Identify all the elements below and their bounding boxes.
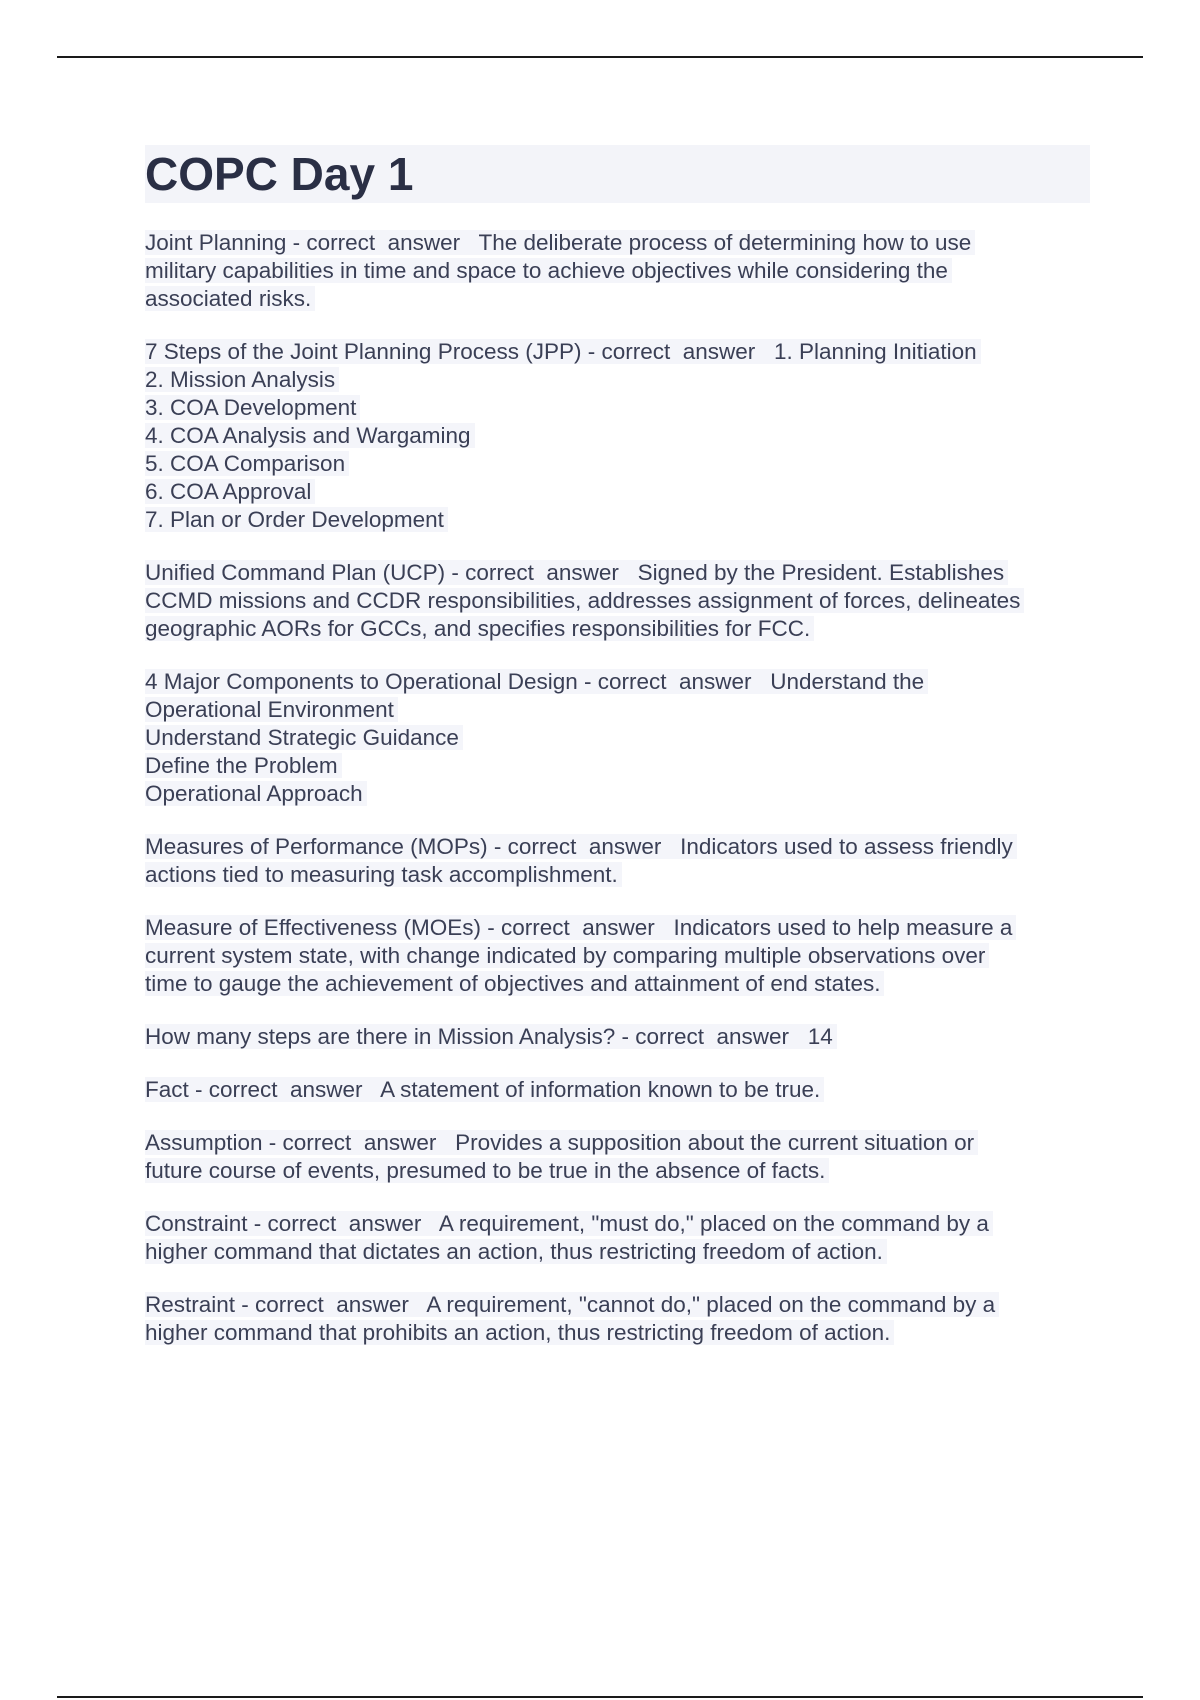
flashcard-text: Operational Approach <box>145 781 367 806</box>
flashcard-line <box>145 780 1090 808</box>
flashcard-text: Define the Problem <box>145 753 342 778</box>
document-body <box>145 145 1090 1372</box>
flashcard-line <box>145 696 1090 724</box>
flashcard-text: CCMD missions and CCDR responsibilities, addresses assignment of forces, delineates <box>145 588 1024 613</box>
page-title: COPC Day 1 <box>145 148 414 200</box>
flashcard-text: 2. Mission Analysis <box>145 367 339 392</box>
flashcard-text: How many steps are there in Mission Analysis? - correct answer 14 <box>145 1024 837 1049</box>
flashcard-line <box>145 1157 1090 1185</box>
flashcard <box>145 1291 1090 1347</box>
flashcard-text: Joint Planning - correct answer The deliberate process of determining how to use <box>145 230 975 255</box>
flashcard-text: 4. COA Analysis and Wargaming <box>145 423 475 448</box>
flashcard-line <box>145 615 1090 643</box>
flashcard-line <box>145 1210 1090 1238</box>
bottom-rule <box>57 1696 1143 1698</box>
flashcard <box>145 1076 1090 1104</box>
flashcard-line <box>145 861 1090 889</box>
flashcard-line <box>145 668 1090 696</box>
flashcard-line <box>145 1076 1090 1104</box>
top-rule <box>57 56 1143 58</box>
flashcard-line <box>145 257 1090 285</box>
flashcard <box>145 338 1090 534</box>
flashcard-text: Assumption - correct answer Provides a supposition about the current situation or <box>145 1130 978 1155</box>
flashcard-line <box>145 1023 1090 1051</box>
flashcard-line <box>145 478 1090 506</box>
flashcard-line <box>145 285 1090 313</box>
flashcard-line <box>145 724 1090 752</box>
flashcard-line <box>145 506 1090 534</box>
flashcard-text: military capabilities in time and space to achieve objectives while considering the <box>145 258 952 283</box>
flashcard-text: 4 Major Components to Operational Design - correct answer Understand the <box>145 669 928 694</box>
flashcard <box>145 668 1090 808</box>
flashcard-text: geographic AORs for GCCs, and specifies responsibilities for FCC. <box>145 616 814 641</box>
flashcard-line <box>145 1129 1090 1157</box>
flashcard-text: Restraint - correct answer A requirement, "cannot do," placed on the command by a <box>145 1292 999 1317</box>
flashcard <box>145 1023 1090 1051</box>
flashcard-line <box>145 559 1090 587</box>
flashcard-text: Understand Strategic Guidance <box>145 725 463 750</box>
flashcard-line <box>145 1291 1090 1319</box>
flashcard-text: actions tied to measuring task accomplishment. <box>145 862 622 887</box>
flashcard-line <box>145 229 1090 257</box>
flashcard <box>145 1129 1090 1185</box>
flashcard-text: higher command that prohibits an action, thus restricting freedom of action. <box>145 1320 894 1345</box>
flashcard-text: future course of events, presumed to be true in the absence of facts. <box>145 1158 829 1183</box>
flashcard <box>145 229 1090 313</box>
flashcard-line <box>145 394 1090 422</box>
flashcard-text: Operational Environment <box>145 697 398 722</box>
flashcard-text: Measures of Performance (MOPs) - correct answer Indicators used to assess friendly <box>145 834 1017 859</box>
flashcard-text: Constraint - correct answer A requirement, "must do," placed on the command by a <box>145 1211 993 1236</box>
flashcard <box>145 1210 1090 1266</box>
flashcard-line <box>145 914 1090 942</box>
flashcard-line <box>145 338 1090 366</box>
flashcard-text: higher command that dictates an action, thus restricting freedom of action. <box>145 1239 887 1264</box>
flashcard-line <box>145 366 1090 394</box>
flashcard-line <box>145 422 1090 450</box>
flashcard-list <box>145 229 1090 1347</box>
flashcard-line <box>145 752 1090 780</box>
flashcard-line <box>145 450 1090 478</box>
flashcard-text: Unified Command Plan (UCP) - correct answer Signed by the President. Establishes <box>145 560 1008 585</box>
flashcard <box>145 559 1090 643</box>
flashcard-line <box>145 587 1090 615</box>
flashcard-text: 7. Plan or Order Development <box>145 507 448 532</box>
flashcard-line <box>145 1238 1090 1266</box>
flashcard-text: associated risks. <box>145 286 315 311</box>
flashcard-line <box>145 970 1090 998</box>
flashcard-text: Measure of Effectiveness (MOEs) - correct answer Indicators used to help measure a <box>145 915 1016 940</box>
flashcard <box>145 914 1090 998</box>
flashcard-line <box>145 1319 1090 1347</box>
flashcard-text: 3. COA Development <box>145 395 360 420</box>
flashcard-line <box>145 833 1090 861</box>
flashcard-text: time to gauge the achievement of objectives and attainment of end states. <box>145 971 884 996</box>
flashcard-line <box>145 942 1090 970</box>
title-bar <box>145 145 1090 203</box>
flashcard-text: current system state, with change indicated by comparing multiple observations over <box>145 943 989 968</box>
flashcard-text: Fact - correct answer A statement of information known to be true. <box>145 1077 824 1102</box>
flashcard-text: 7 Steps of the Joint Planning Process (JPP) - correct answer 1. Planning Initiation <box>145 339 981 364</box>
flashcard-text: 6. COA Approval <box>145 479 315 504</box>
flashcard-text: 5. COA Comparison <box>145 451 349 476</box>
flashcard <box>145 833 1090 889</box>
